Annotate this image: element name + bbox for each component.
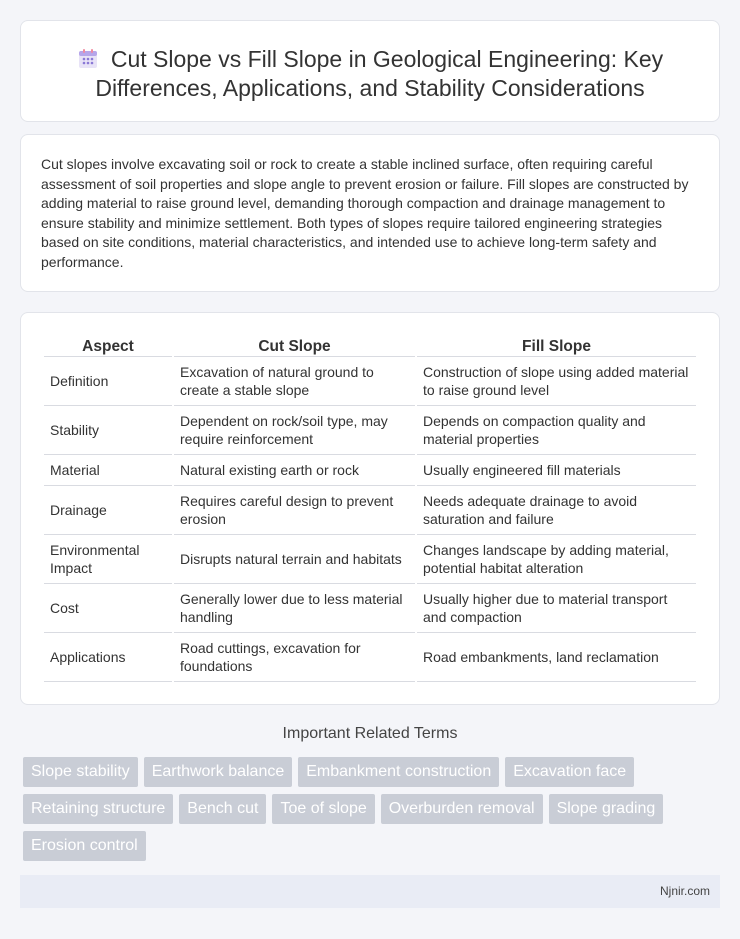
cell-fill-slope: Usually higher due to material transport and compaction (417, 584, 696, 633)
related-term-tag[interactable]: Excavation face (505, 757, 634, 787)
cell-cut-slope: Excavation of natural ground to create a stable slope (174, 357, 415, 406)
cell-cut-slope: Requires careful design to prevent erosion (174, 486, 415, 535)
cell-cut-slope: Generally lower due to less material handling (174, 584, 415, 633)
header-cut-slope: Cut Slope (174, 333, 415, 357)
related-terms-list (23, 757, 723, 868)
cell-cut-slope: Dependent on rock/soil type, may require reinforcement (174, 406, 415, 455)
table-row (44, 406, 696, 455)
related-term-tag[interactable]: Earthwork balance (144, 757, 293, 787)
page-title-text: Cut Slope vs Fill Slope in Geological Engineering: Key Differences, Applications, and Stability Considerations (95, 46, 664, 101)
related-term-tag[interactable]: Slope grading (549, 794, 664, 824)
title-card (20, 20, 720, 122)
comparison-table (42, 333, 698, 682)
intro-paragraph: Cut slopes involve excavating soil or rock to create a stable inclined surface, often requiring careful assessment of soil properties and slope angle to prevent erosion or failure. Fill slopes are constructed by adding material to raise ground level, demanding thorough compaction and drainage management to ensure stability and minimize settlement. Both types of slopes require tailored engineering strategies based on site conditions, material characteristics, and intended use to achieve long-term safety and performance. (41, 156, 689, 270)
related-term-tag[interactable]: Bench cut (179, 794, 266, 824)
footer-site-name[interactable]: Njnir.com (659, 884, 710, 898)
cell-fill-slope: Depends on compaction quality and material properties (417, 406, 696, 455)
cell-aspect: Applications (44, 633, 172, 682)
comparison-table-card (20, 312, 720, 705)
related-term-tag[interactable]: Overburden removal (381, 794, 543, 824)
cell-aspect: Material (44, 455, 172, 486)
table-row (44, 633, 696, 682)
related-term-tag[interactable]: Toe of slope (272, 794, 374, 824)
calendar-grid-icon (77, 48, 99, 70)
cell-aspect: Definition (44, 357, 172, 406)
table-row (44, 584, 696, 633)
intro-card (20, 134, 720, 292)
cell-cut-slope: Disrupts natural terrain and habitats (174, 535, 415, 584)
cell-fill-slope: Usually engineered fill materials (417, 455, 696, 486)
table-header-row (44, 333, 696, 357)
table-row (44, 357, 696, 406)
cell-aspect: Stability (44, 406, 172, 455)
page-title (51, 45, 689, 103)
related-terms-heading: Important Related Terms (282, 725, 458, 742)
cell-fill-slope: Changes landscape by adding material, potential habitat alteration (417, 535, 696, 584)
related-term-tag[interactable]: Erosion control (23, 831, 146, 861)
cell-fill-slope: Road embankments, land reclamation (417, 633, 696, 682)
footer (20, 875, 720, 908)
cell-fill-slope: Construction of slope using added material to raise ground level (417, 357, 696, 406)
cell-fill-slope: Needs adequate drainage to avoid saturation and failure (417, 486, 696, 535)
cell-aspect: Environmental Impact (44, 535, 172, 584)
header-aspect: Aspect (44, 333, 172, 357)
cell-aspect: Drainage (44, 486, 172, 535)
table-row (44, 455, 696, 486)
cell-cut-slope: Natural existing earth or rock (174, 455, 415, 486)
cell-aspect: Cost (44, 584, 172, 633)
table-row (44, 535, 696, 584)
related-term-tag[interactable]: Slope stability (23, 757, 138, 787)
header-fill-slope: Fill Slope (417, 333, 696, 357)
cell-cut-slope: Road cuttings, excavation for foundations (174, 633, 415, 682)
related-term-tag[interactable]: Embankment construction (298, 757, 499, 787)
related-term-tag[interactable]: Retaining structure (23, 794, 173, 824)
table-row (44, 486, 696, 535)
